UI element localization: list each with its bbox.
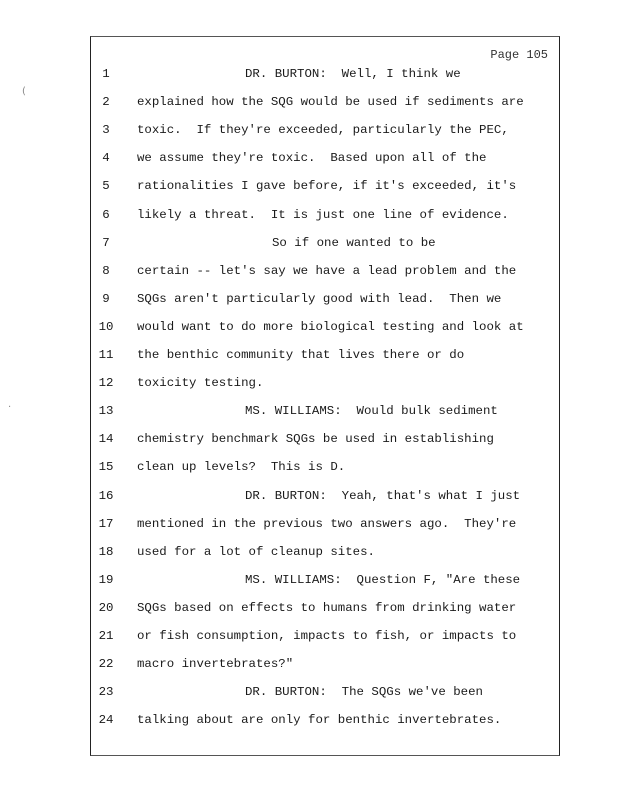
line-number: 20 [98,600,114,615]
line-text: toxicity testing. [137,376,264,391]
page-number: Page 105 [490,48,548,62]
line-text: or fish consumption, impacts to fish, or impacts to [137,629,517,643]
transcript-line [0,713,618,733]
line-text: DR. BURTON: Well, I think we [245,67,461,81]
line-number: 3 [102,123,110,138]
line-number: 5 [102,179,110,194]
margin-mark: · [8,402,12,413]
line-number: 22 [98,657,114,672]
line-text: SQGs aren't particularly good with lead. Then we [137,291,502,306]
transcript-line [0,179,618,199]
transcript-line [0,657,618,677]
transcript-line [0,67,618,87]
transcript-line [0,573,618,593]
transcript-line [0,95,618,115]
margin-mark: ( [22,86,26,97]
transcript-line [0,376,618,396]
line-text: used for a lot of cleanup sites. [137,544,375,559]
transcript-line [0,208,618,228]
transcript-line [0,460,618,480]
line-text: talking about are only for benthic invertebrates. [137,713,502,728]
line-number: 4 [102,151,110,166]
line-text: SQGs based on effects to humans from drinking water [137,600,517,615]
line-number: 7 [102,235,110,250]
transcript-line [0,517,618,537]
line-number: 9 [102,291,110,306]
line-number: 16 [98,488,114,503]
line-number: 18 [98,544,114,559]
transcript-line [0,489,618,509]
line-text: MS. WILLIAMS: Question F, "Are these [245,572,521,587]
transcript-line [0,629,618,649]
transcript-line [0,123,618,143]
transcript-line [0,348,618,368]
transcript-line [0,151,618,171]
transcript-line [0,685,618,705]
line-text: macro invertebrates?" [137,657,294,672]
line-number: 19 [98,572,114,587]
line-number: 12 [98,376,114,391]
transcript-line [0,432,618,452]
line-number: 6 [102,207,110,222]
line-text: toxic. If they're exceeded, particularly the PEC, [137,123,509,138]
line-text: clean up levels? This is D. [137,460,346,475]
transcript-line [0,601,618,621]
line-text: DR. BURTON: The SQGs we've been [245,685,483,700]
transcript-line [0,236,618,256]
transcript-line [0,320,618,340]
line-text: certain -- let's say we have a lead problem and the [137,263,517,278]
line-number: 21 [98,629,114,643]
transcript-line [0,545,618,565]
line-number: 1 [102,67,110,81]
line-number: 10 [98,319,114,334]
transcript-line [0,292,618,312]
line-text: we assume they're toxic. Based upon all of the [137,151,487,166]
line-number: 8 [102,263,110,278]
line-number: 11 [98,348,114,362]
line-text: MS. WILLIAMS: Would bulk sediment [245,404,498,419]
line-number: 24 [98,713,114,728]
line-text: explained how the SQG would be used if sediments are [137,95,524,110]
transcript-line [0,264,618,284]
line-text: would want to do more biological testing and look at [137,319,524,334]
line-number: 2 [102,95,110,110]
line-text: mentioned in the previous two answers ago. They're [137,516,517,531]
line-text: So if one wanted to be [272,235,436,250]
line-text: chemistry benchmark SQGs be used in establishing [137,432,494,447]
line-number: 15 [98,460,114,475]
line-number: 17 [98,516,114,531]
line-text: rationalities I gave before, if it's exceeded, it's [137,179,517,194]
line-text: the benthic community that lives there or do [137,348,465,362]
line-number: 14 [98,432,114,447]
line-text: DR. BURTON: Yeah, that's what I just [245,488,521,503]
line-number: 23 [98,685,114,700]
line-number: 13 [98,404,114,419]
line-text: likely a threat. It is just one line of evidence. [137,207,509,222]
transcript-line [0,404,618,424]
